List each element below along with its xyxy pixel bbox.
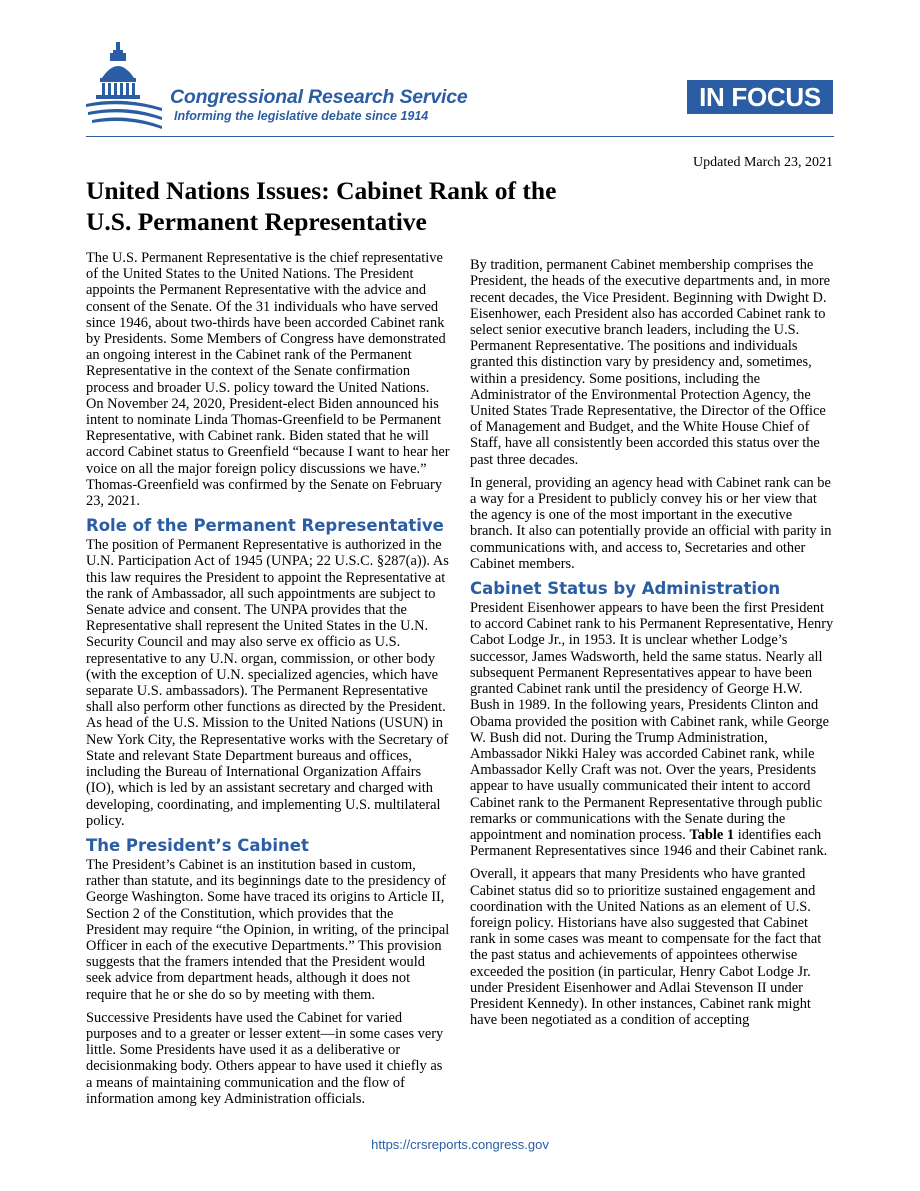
status-text-a: President Eisenhower appears to have been the first President to accord Cabinet rank to his Permanent Representative, Henry Cabot Lodge Jr., in 1953. It is unclear whether Lodge’s successor, James Wadsworth, held the same status. Nearly all subsequent Permanent Representatives appear to have been granted Cabinet rank until the presidency of George H.W. Bush in 1989. In the following years, Presidents Clinton and Obama provided the position with Cabinet rank, while George W. Bush did not. During the Trump Administration, Ambassador Nikki Haley was accorded Cabinet rank, while Ambassador Kelly Craft was not. Over the years, Presidents appear to have usually communicated their intent to accord Cabinet rank to the Permanent Representative through public remarks or communications with the Senate during the appointment and nomination process.: [470, 600, 834, 843]
org-name: Congressional Research Service: [170, 86, 468, 108]
in-focus-badge: IN FOCUS: [687, 80, 833, 114]
cabinet-paragraph-1: The President’s Cabinet is an institution based in custom, rather than statute, and its beginnings date to the presidency of George Washington. Some have traced its origins to Article II, Section 2 of the Constitution, which provides that the President may require “the Opinion, in writing, of the principal Officer in each of the executive Departments.” This provision suggests that the framers intended that the President would seek advice from department heads, although it does not require that he or she do so by meeting with them.: [86, 856, 450, 1003]
section-heading-role: Role of the Permanent Representative: [86, 516, 444, 536]
status-paragraph: [470, 600, 834, 859]
role-paragraph: The position of Permanent Representative is authorized in the U.N. Participation Act of 1945 (UNPA; 22 U.S.C. §287(a)). As this law requires the President to appoint the Representative at the rank of Ambassador, all such appointments are subject to Senate advice and consent. The UNPA provides that the Representative shall represent the United States in the U.N. Security Council and may also serve ex officio as U.S. representative to any U.N. organ, commission, or other body (with the exception of U.N. specialized agencies, which have separate U.S. ambassadors). The Permanent Representative shall also perform other functions as directed by the President. As head of the U.S. Mission to the United Nations (USUN) in New York City, the Representative works with the Secretary of State and relevant State Department bureaus and offices, including the Bureau of International Organization Affairs (IO), which is led by an assistant secretary and charged with developing, coordinating, and implementing U.S. multilateral policy.: [86, 537, 449, 829]
right-column: [470, 250, 834, 1138]
header-divider: [86, 136, 834, 137]
intro-paragraph: The U.S. Permanent Representative is the chief representative of the United States to the United Nations. The President appoints the Permanent Representative with the advice and consent of the Senate. Of the 31 individuals who have served since 1946, about two-thirds have been accorded Cabinet rank by Presidents. Some Members of Congress have demonstrated an ongoing interest in the Cabinet rank of the Permanent Representative in the context of the Senate confirmation process and broader U.S. policy toward the United Nations. On November 24, 2020, President-elect Biden announced his intent to nominate Linda Thomas-Greenfield to be Permanent Representative, with Cabinet rank. Biden stated that he will accord Cabinet status to Greenfield “because I want to hear her voice on all the major foreign policy discussions we have.” Thomas-Greenfield was confirmed by the Senate on February 23, 2021.: [86, 250, 450, 510]
overall-paragraph: Overall, it appears that many Presidents who have granted Cabinet status did so to prioritize sustained engagement and coordination with the United Nations as an element of U.S. foreign policy. Historians have also suggested that Cabinet rank in some cases was meant to compensate for the fact that the past status and achievements of appointees otherwise exceeded the position (in particular, Henry Cabot Lodge Jr. under President Eisenhower and Adlai Stevenson II under President Kennedy). In other instances, Cabinet rank might have been negotiated as a condition of accepting: [470, 866, 822, 1029]
cabinet-paragraph-2: Successive Presidents have used the Cabinet for varied purposes and to a greater or lesser extent—in some cases very little. Some Presidents have used it as a deliberative or decisionmaking body. Others appear to have used it chiefly as a means of maintaining communication and the flow of information among key Administration officials.: [86, 1009, 444, 1107]
document-title: [86, 175, 686, 237]
updated-date: Updated March 23, 2021: [693, 155, 833, 170]
title-line-2: U.S. Permanent Representative: [86, 207, 427, 236]
crs-logo: [84, 40, 484, 132]
table-1-reference: Table 1: [689, 826, 735, 843]
section-heading-cabinet: The President’s Cabinet: [86, 835, 309, 855]
title-line-1: United Nations Issues: Cabinet Rank of the: [86, 176, 557, 205]
section-heading-status: Cabinet Status by Administration: [470, 579, 781, 599]
org-tagline: Informing the legislative debate since 1914: [174, 109, 429, 123]
status-text-b: identifies each Permanent Representatives since 1946 and their Cabinet rank.: [470, 826, 828, 860]
capitol-dome-icon: [84, 40, 166, 130]
footer-url-link[interactable]: https://crsreports.congress.gov: [371, 1137, 549, 1152]
left-column: [86, 250, 450, 1138]
general-paragraph: In general, providing an agency head with Cabinet rank can be a way for a President to publicly convey his or her view that the agency is one of the most important in the executive branch. It also can potentially provide an official with parity in communications with, and access to, Secretaries and other Cabinet members.: [470, 474, 832, 572]
tradition-paragraph: By tradition, permanent Cabinet membership comprises the President, the heads of the executive departments and, in more recent decades, the Vice President. Beginning with Dwight D. Eisenhower, each President also has accorded Cabinet rank to select senior executive branch leaders, including the U.S. Permanent Representative. The positions and individuals granted this distinction vary by presidency and, sometimes, within a presidency. Some positions, including the Administrator of the Environmental Protection Agency, the United States Trade Representative, the Director of the Office of Management and Budget, and the White House Chief of Staff, have all consistently been accorded this status over the past three decades.: [470, 257, 831, 468]
